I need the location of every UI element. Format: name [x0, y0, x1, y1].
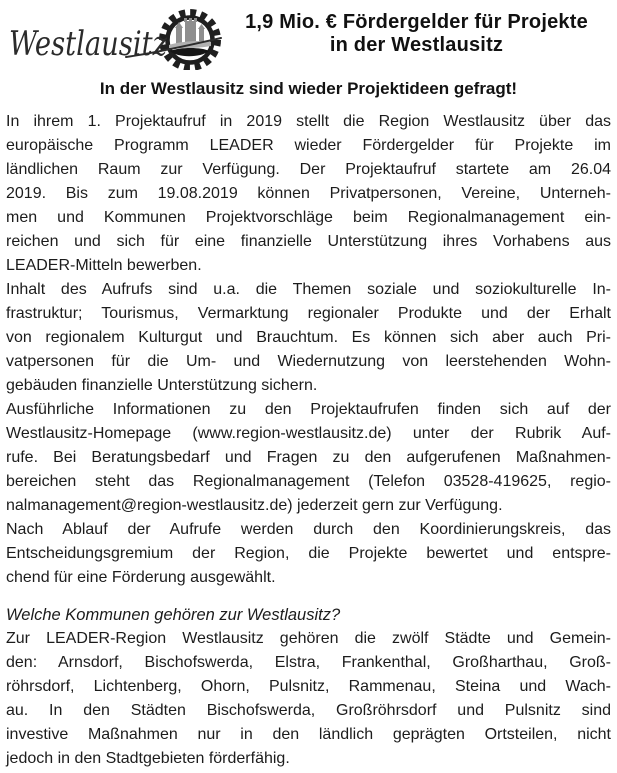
text-line: europäische Programm LEADER wieder Fördergelder für Projekte im	[6, 137, 611, 154]
text-line: Entscheidungsgremium der Region, die Projekte bewertet und entspre-	[6, 545, 611, 562]
section-question: Welche Kommunen gehören zur Westlausitz?	[6, 606, 341, 624]
paragraph-5	[6, 627, 611, 771]
text-line: röhrsdorf, Lichtenberg, Ohorn, Pulsnitz, Rammenau, Steina und Wach-	[6, 678, 611, 695]
logo-wordmark: Westlausitz	[9, 24, 168, 64]
text-line: 2019. Bis zum 19.08.2019 können Privatpersonen, Vereine, Unterneh-	[6, 185, 611, 202]
text-line: nalmanagement@region-westlausitz.de) jederzeit gern zur Verfügung.	[6, 497, 503, 514]
text-line: Ausführliche Informationen zu den Projektaufrufen finden sich auf der	[6, 401, 611, 418]
text-line: den: Arnsdorf, Bischofswerda, Elstra, Frankenthal, Großharthau, Groß-	[6, 654, 611, 671]
subtitle: In der Westlausitz sind wieder Projektideen gefragt!	[99, 79, 518, 98]
text-line: au. In den Städten Bischofswerda, Großröhrsdorf und Pulsnitz sind	[6, 702, 611, 719]
page-title-line1: 1,9 Mio. € Fördergelder für Projekte	[245, 11, 588, 33]
page-title-line2: in der Westlausitz	[329, 34, 504, 56]
text-line: Zur LEADER-Region Westlausitz gehören die zwölf Städte und Gemein-	[6, 630, 611, 647]
text-line: rufe. Bei Beratungsbedarf und Fragen zu den aufgerufenen Maßnahmen-	[6, 449, 611, 466]
text-line: reichen und sich für eine finanzielle Unterstützung ihres Vorhabens aus	[6, 233, 611, 250]
text-line: von regionalem Kulturgut und Brauchtum. Es können sich aber auch Pri-	[6, 329, 611, 346]
paragraph-3	[6, 398, 611, 518]
text-line: LEADER-Mitteln bewerben.	[6, 257, 202, 274]
page-title	[222, 4, 611, 57]
page-header	[6, 4, 611, 70]
text-line: In ihrem 1. Projektaufruf in 2019 stellt die Region Westlausitz über das	[6, 113, 611, 130]
paragraph-2	[6, 278, 611, 398]
text-line: Inhalt des Aufrufs sind u.a. die Themen soziale und soziokulturelle In-	[6, 281, 611, 298]
text-line: investive Maßnahmen nur in den ländlich geprägten Ortsteilen, nicht	[6, 726, 611, 743]
text-line: jedoch in den Stadtgebieten förderfähig.	[6, 750, 290, 767]
text-line: ländlichen Raum zur Verfügung. Der Projektaufruf startete am 26.04	[6, 161, 611, 178]
westlausitz-logo	[6, 4, 222, 70]
text-line: Westlausitz-Homepage (www.region-westlausitz.de) unter der Rubrik Auf-	[6, 425, 611, 442]
article-body	[6, 110, 611, 771]
westlausitz-logo-graphic	[6, 4, 222, 70]
text-line: chend für eine Förderung ausgewählt.	[6, 569, 276, 586]
text-line: vatpersonen für die Um- und Wiedernutzung von leerstehenden Wohn-	[6, 353, 611, 370]
paragraph-4	[6, 518, 611, 590]
text-line: bereichen steht das Regionalmanagement (Telefon 03528-419625, regio-	[6, 473, 611, 490]
text-line: frastruktur; Tourismus, Vermarktung regionaler Produkte und der Erhalt	[6, 305, 611, 322]
text-line: men und Kommunen Projektvorschläge beim Regionalmanagement ein-	[6, 209, 611, 226]
text-line: Nach Ablauf der Aufrufe werden durch den Koordinierungskreis, das	[6, 521, 611, 538]
paragraph-1	[6, 110, 611, 278]
text-line: gebäuden finanzielle Unterstützung sichern.	[6, 377, 318, 394]
